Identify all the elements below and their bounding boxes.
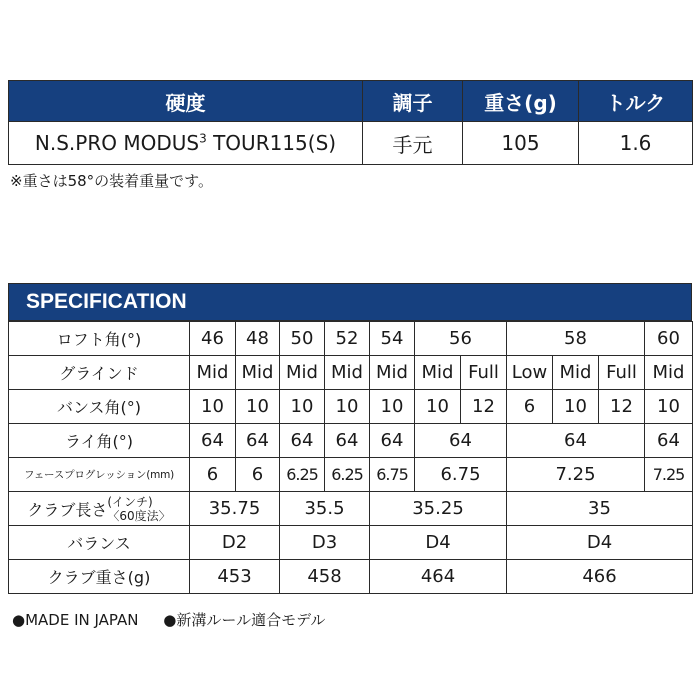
loft-value: 48 (236, 322, 280, 356)
length-label-sub-1: (インチ) (107, 494, 153, 509)
bounce-value: 12 (599, 390, 645, 424)
grind-value: Full (461, 356, 507, 390)
grind-value: Mid (280, 356, 325, 390)
grind-value: Mid (645, 356, 693, 390)
bounce-row (9, 390, 693, 424)
grind-value: Mid (325, 356, 370, 390)
header-kick-point: 調子 (363, 81, 463, 122)
length-label-sub-2: 〈60度法〉 (107, 508, 171, 523)
grind-value: Mid (415, 356, 461, 390)
bounce-value: 12 (461, 390, 507, 424)
weight-row (9, 560, 693, 594)
shaft-torque: 1.6 (579, 122, 693, 165)
grind-label: グラインド (9, 356, 190, 390)
face-progression-value: 6.25 (325, 458, 370, 492)
loft-value: 54 (370, 322, 415, 356)
footer-made-in-japan: ●MADE IN JAPAN (12, 611, 139, 629)
bounce-label: バンス角(°) (9, 390, 190, 424)
lie-value: 64 (325, 424, 370, 458)
header-weight: 重さ(g) (463, 81, 579, 122)
balance-value: D4 (507, 526, 693, 560)
weight-note: ※重さは58°の装着重量です。 (10, 172, 213, 190)
header-hardness: 硬度 (9, 81, 363, 122)
lie-row (9, 424, 693, 458)
grind-value: Mid (236, 356, 280, 390)
length-label-group (27, 495, 170, 523)
lie-value: 64 (370, 424, 415, 458)
length-value: 35.75 (190, 492, 280, 526)
face-progression-value: 7.25 (507, 458, 645, 492)
loft-value: 46 (190, 322, 236, 356)
bounce-value: 10 (190, 390, 236, 424)
shaft-name-suffix: TOUR115(S) (206, 131, 337, 155)
shaft-table (8, 80, 693, 165)
footer-groove-rule: ●新溝ルール適合モデル (163, 611, 326, 629)
lie-value: 64 (507, 424, 645, 458)
weight-value: 453 (190, 560, 280, 594)
face-progression-row (9, 458, 693, 492)
lie-value: 64 (190, 424, 236, 458)
face-progression-value: 6.75 (370, 458, 415, 492)
footer-notes (12, 609, 345, 630)
shaft-name: N.S.PRO MODUS (34, 131, 200, 155)
weight-label: クラブ重さ(g) (9, 560, 190, 594)
loft-value: 58 (507, 322, 645, 356)
lie-value: 64 (415, 424, 507, 458)
length-label (9, 492, 190, 526)
length-label-main: クラブ長さ (27, 500, 108, 519)
grind-value: Mid (370, 356, 415, 390)
length-value: 35.5 (280, 492, 370, 526)
length-value: 35 (507, 492, 693, 526)
bounce-value: 10 (280, 390, 325, 424)
length-row (9, 492, 693, 526)
grind-value: Mid (553, 356, 599, 390)
grind-row (9, 356, 693, 390)
shaft-name-sup: 3 (199, 131, 207, 146)
spec-table (8, 321, 693, 594)
spec-title: SPECIFICATION (8, 283, 692, 321)
face-progression-value: 6.25 (280, 458, 325, 492)
balance-value: D4 (370, 526, 507, 560)
balance-value: D2 (190, 526, 280, 560)
shaft-weight: 105 (463, 122, 579, 165)
bounce-value: 10 (415, 390, 461, 424)
loft-value: 50 (280, 322, 325, 356)
bounce-value: 6 (507, 390, 553, 424)
lie-label: ライ角(°) (9, 424, 190, 458)
grind-value: Full (599, 356, 645, 390)
length-label-sub (107, 495, 170, 523)
balance-row (9, 526, 693, 560)
shaft-name-cell (9, 122, 363, 165)
lie-value: 64 (236, 424, 280, 458)
header-torque: トルク (579, 81, 693, 122)
shaft-kick-point: 手元 (363, 122, 463, 165)
balance-value: D3 (280, 526, 370, 560)
bounce-value: 10 (553, 390, 599, 424)
length-value: 35.25 (370, 492, 507, 526)
face-progression-label: フェースプログレッション(mm) (9, 458, 190, 492)
loft-value: 60 (645, 322, 693, 356)
face-progression-value: 6.75 (415, 458, 507, 492)
face-progression-value: 7.25 (645, 458, 693, 492)
lie-value: 64 (280, 424, 325, 458)
bounce-value: 10 (236, 390, 280, 424)
grind-value: Mid (190, 356, 236, 390)
weight-value: 458 (280, 560, 370, 594)
bounce-value: 10 (645, 390, 693, 424)
face-progression-value: 6 (190, 458, 236, 492)
weight-value: 464 (370, 560, 507, 594)
loft-value: 56 (415, 322, 507, 356)
grind-value: Low (507, 356, 553, 390)
face-progression-value: 6 (236, 458, 280, 492)
loft-label: ロフト角(°) (9, 322, 190, 356)
weight-value: 466 (507, 560, 693, 594)
bounce-value: 10 (370, 390, 415, 424)
loft-value: 52 (325, 322, 370, 356)
shaft-data-row (9, 122, 693, 165)
lie-value: 64 (645, 424, 693, 458)
loft-row (9, 322, 693, 356)
bounce-value: 10 (325, 390, 370, 424)
shaft-header-row (9, 81, 693, 122)
balance-label: バランス (9, 526, 190, 560)
